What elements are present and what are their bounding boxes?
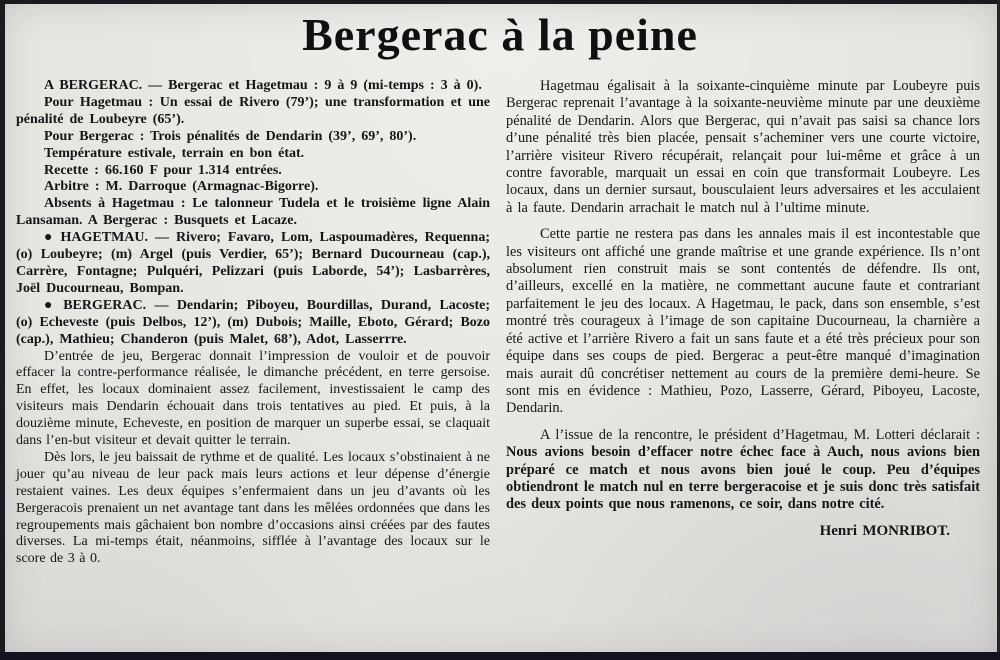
bergerac-lineup: ● BERGERAC. — Dendarin; Piboyeu, Bourdillas, Durand, Lacoste; (o) Echeveste (puis Delbos, 12’), (m) Dubois; Maille, Eboto, Gérard; Bozo (cap.), Mathieu; Chanderon (puis Malet, 68’), Adot, Lasserrre. — [16, 297, 490, 347]
score-line: A BERGERAC. — Bergerac et Hagetmau : 9 à 9 (mi-temps : 3 à 0). — [44, 78, 482, 93]
absents-line: Absents à Hagetmau : Le talonneur Tudela et le troisième ligne Alain Lansaman. A Bergerac : Busquets et Lacaze. — [16, 196, 490, 229]
scan-edge-top — [0, 0, 1000, 4]
hagetmau-lineup: ● HAGETMAU. — Rivero; Favaro, Lom, Laspoumadères, Requenna; (o) Loubeyre; (m) Argel (puis Verdier, 65’); Bernard Ducourneau (cap.), Carrère, Fontagne; Pulquéri, Pelizzari (puis Laborde, 54’); Lasbarrères, Joël Ducourneau, Bompan. — [16, 230, 490, 296]
article-columns — [0, 68, 1000, 568]
report-paragraph-4: Cette partie ne restera pas dans les annales mais il est incontestable que les visiteurs ont affiché une grande maîtrise et une grande expérience. Ils n’ont absolument rien construit mais se sont contentés de défendre. Ils ont, d’ailleurs, excellé en la matière, ne commettant aucune faute et contrariant parfaitement le jeu des locaux. A Hagetmau, le pack, dans son ensemble, s’est montré très courageux à l’image de son capitaine Ducourneau, la charnière a été active et l’arrière Rivero a fait un sans faute et a été très précieux pour son équipe dans ses coups de pied. Bergerac a peut-être manqué d’imagination mais aurait dû concrétiser nettement au cours de la première demi-heure. Se sont mis en évidence : Mathieu, Pozo, Lasserre, Gérard, Piboyeu, Lacoste, Dendarin. — [506, 226, 980, 417]
report-paragraph-2: Dès lors, le jeu baissait de rythme et de qualité. Les locaux s’obstinaient à ne jouer qu’au niveau de leur pack mais leurs actions et leur dépense d’énergie restaient vaines. Les deux équipes s’enfermaient dans un jeu d’avants où les Bergeracois prenaient un net avantage tant dans les mêlées ordonnées que dans les regroupements mais gâchaient bon nombre d’occasions ainsi créées par des fautes diverses. La mi-temps était, néanmoins, sifflée à l’avantage des locaux sur le score de 3 à 0. — [16, 449, 490, 567]
report-paragraph-3: Hagetmau égalisait à la soixante-cinquième minute par Loubeyre puis Bergerac reprenait l’avantage à la soixante-neuvième minute par une deuxième pénalité de Dendarin. Alors que Bergerac, qui n’avait pas saisi sa chance lors d’une pénalité très bien placée, pensait s’acheminer vers une courte victoire, l’arrière visiteur Rivero récupérait, relançait pour lui-même et grâce à un contre favorable, marquait un essai en coin que transformait Loubeyre. Les locaux, dans un dernier sursaut, bousculaient leurs adversaires et les acculaient à la faute. Dendarin arrachait le match nul à l’ultime minute. — [506, 78, 980, 216]
scan-edge-bottom — [0, 652, 1000, 660]
quote-paragraph — [506, 427, 980, 514]
gate-receipts-line: Recette : 66.160 F pour 1.314 entrées. — [44, 162, 282, 178]
president-quote: Nous avions besoin d’effacer notre échec face à Auch, nous avions bien préparé ce match et nous avons bien joué le coup. Peu d’équipes obtiendront le match nul en terre bergeracoise et je suis donc très satisfait des deux points que nous ramenons, ce soir, dans notre cité. — [506, 444, 980, 513]
hagetmau-scorers-line: Pour Hagetmau : Un essai de Rivero (79’); une transformation et une pénalité de Loubeyre (65’). — [16, 94, 490, 127]
right-column — [506, 78, 980, 568]
weather-line: Température estivale, terrain en bon état. — [44, 145, 305, 161]
bergerac-scorers-line: Pour Bergerac : Trois pénalités de Dendarin (39’, 69’, 80’). — [44, 128, 417, 144]
quote-intro: A l’issue de la rencontre, le président d’Hagetmau, M. Lotteri déclarait : — [540, 426, 980, 443]
scan-edge-left — [0, 0, 5, 660]
article-title: Bergerac à la peine — [302, 9, 698, 60]
report-paragraph-1: D’entrée de jeu, Bergerac donnait l’impression de vouloir et de pouvoir effacer la contre-performance réalisée, le dimanche précédent, en terre gersoise. En effet, les locaux dominaient assez facilement, investissaient le camp des visiteurs mais Dendarin échouait dans trois tentatives au pied. Et puis, à la douzième minute, Echeveste, en position de marquer un superbe essai, se claquait dans l’en-but visiteur et devait quitter le terrain. — [16, 348, 490, 449]
author-signature: Henri MONRIBOT. — [819, 522, 950, 539]
left-column — [16, 78, 490, 568]
referee-line: Arbitre : M. Darroque (Armagnac-Bigorre). — [44, 179, 319, 195]
